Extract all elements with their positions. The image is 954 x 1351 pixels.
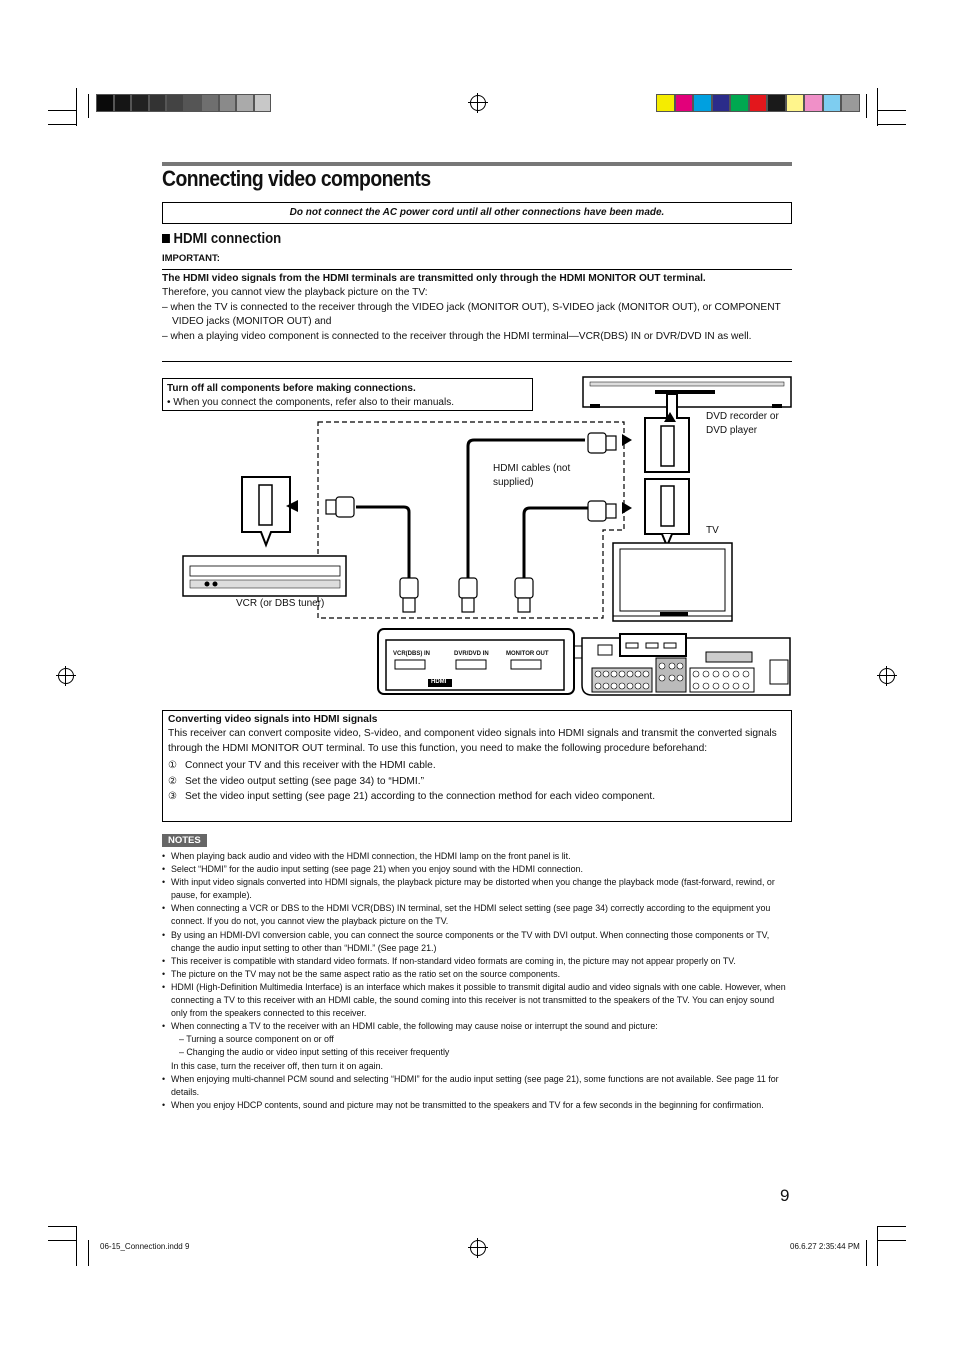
registration-mark-icon [470, 1240, 486, 1256]
turnoff-title: Turn off all components before making connections. [167, 383, 416, 394]
warning-box: Do not connect the AC power cord until all other connections have been made. [162, 202, 792, 224]
tv-icon [613, 543, 732, 621]
note-item [162, 1020, 792, 1072]
note-item: • Select “HDMI” for the audio input setting (see page 21) when you enjoy sound with the HDMI connection. [162, 863, 792, 876]
note-9-sub2: – Changing the audio or video input setting of this receiver frequently [179, 1047, 450, 1058]
note-item: • HDMI (High-Definition Multimedia Interface) is an interface which makes it possible to transmit digital audio and video signals with one cable. However, when connecting a TV to this receiver with an HDMI cable, the sound coming into this receiver is not transmitted to the speakers of the TV. You can enjoy sound only from the speakers connected to this receiver. [162, 981, 792, 1020]
note-item: • When enjoying multi-channel PCM sound and selecting “HDMI” for the audio input setting (see page 21), some functions are not available. See page 11 for details. [162, 1073, 792, 1099]
step-number: ③ [168, 791, 178, 803]
converting-steps [168, 759, 786, 806]
page-number: 9 [780, 1186, 790, 1205]
note-item: • By using an HDMI-DVI conversion cable, you can connect the source components or the TV with DVI output. When connecting those components or TV, change the audio input setting to other than “HDMI.” (See page 21.) [162, 929, 792, 955]
converting-step [168, 759, 786, 775]
hdmi-cables [356, 440, 588, 580]
port-label-dvd: DVR/DVD IN [454, 651, 489, 657]
section-heading-text: HDMI connection [173, 230, 282, 247]
port-label-vcr: VCR(DBS) IN [393, 651, 430, 657]
port-label-monitor: MONITOR OUT [506, 651, 549, 657]
note-item: • When connecting a VCR or DBS to the HDMI VCR(DBS) IN terminal, set the HDMI select setting (see page 34) correctly according to the equipment you connect. If you do not, you cannot view the playback picture on the TV. [162, 902, 792, 928]
note-item: • This receiver is compatible with standard video formats. If non-standard video formats are coming in, the picture may not appear properly on TV. [162, 955, 792, 968]
note-item: • When you enjoy HDCP contents, sound and picture may not be transmitted to the speakers and TV for a few seconds in the beginning for confirmation. [162, 1099, 792, 1112]
tv-hdmi-port-callout [645, 479, 689, 546]
vcr-icon [183, 556, 346, 596]
vcr-label: VCR (or DBS tuner) [236, 598, 325, 609]
hdmi-plug-icons [326, 433, 616, 612]
converting-title: Converting video signals into HDMI signals [168, 714, 378, 725]
step-text: Set the video input setting (see page 21) according to the connection method for each video component. [185, 791, 656, 803]
receiver-rear-panel-icon [582, 634, 790, 695]
page-title: Connecting video components [162, 166, 431, 191]
note-9-sub1: – Turning a source component on or off [179, 1034, 334, 1045]
step-text: Set the video output setting (see page 34) to “HDMI.” [185, 775, 424, 787]
step-text: Connect your TV and this receiver with the HDMI cable. [185, 760, 436, 772]
important-dash-2: – when a playing video component is connected to the receiver through the HDMI terminal—VCR(DBS) IN or DVR/DVD IN as well. [162, 330, 752, 342]
converting-box [162, 710, 792, 822]
note-9-lead: • When connecting a TV to the receiver with an HDMI cable, the following may cause noise or interrupt the sound and picture: [171, 1021, 658, 1032]
important-label: IMPORTANT: [162, 253, 220, 264]
hdmi-cables-label: HDMI cables (not supplied) [493, 463, 571, 488]
important-line: Therefore, you cannot view the playback picture on the TV: [162, 287, 428, 299]
note-9-tail: In this case, turn the receiver off, then turn it on again. [171, 1060, 383, 1071]
note-item: • The picture on the TV may not be the same aspect ratio as the ratio set on the source components. [162, 968, 792, 981]
footer-date: 06.6.27 2:35:44 PM [790, 1242, 860, 1251]
note-item: • When playing back audio and video with the HDMI connection, the HDMI lamp on the front panel is lit. [162, 850, 792, 863]
important-bold: The HDMI video signals from the HDMI terminals are transmitted only through the HDMI MONITOR OUT terminal. [162, 273, 706, 284]
step-number: ① [168, 760, 178, 772]
footer-file: 06-15_Connection.indd 9 [100, 1242, 190, 1251]
dvd-label: DVD recorder or DVD player [706, 411, 779, 436]
important-dash-1: – when the TV is connected to the receiver through the VIDEO jack (MONITOR OUT), S-VIDEO jack (MONITOR OUT), or COMPONENT VIDEO jacks (MONITOR OUT) and [162, 301, 781, 328]
turnoff-bullet: • When you connect the components, refer also to their manuals. [167, 397, 454, 408]
notes-list [162, 850, 792, 1112]
hdmi-tag: HDMI [431, 679, 447, 685]
converting-step [168, 790, 786, 806]
tv-label: TV [706, 525, 719, 536]
vcr-hdmi-port-callout [242, 477, 290, 545]
converting-body: This receiver can convert composite video, S-video, and component video signals into HDMI signals and transmit the converted signals through the HDMI MONITOR OUT terminal. To use this function, you need to make the following procedure beforehand: [168, 728, 777, 754]
notes-label: NOTES [162, 834, 207, 847]
converting-step [168, 775, 786, 791]
note-item: • With input video signals converted into HDMI signals, the playback picture may be distorted when you change the playback mode (fast-forward, rewind, or pause, for example). [162, 876, 792, 902]
dvd-player-icon [583, 377, 791, 408]
step-number: ② [168, 775, 178, 787]
